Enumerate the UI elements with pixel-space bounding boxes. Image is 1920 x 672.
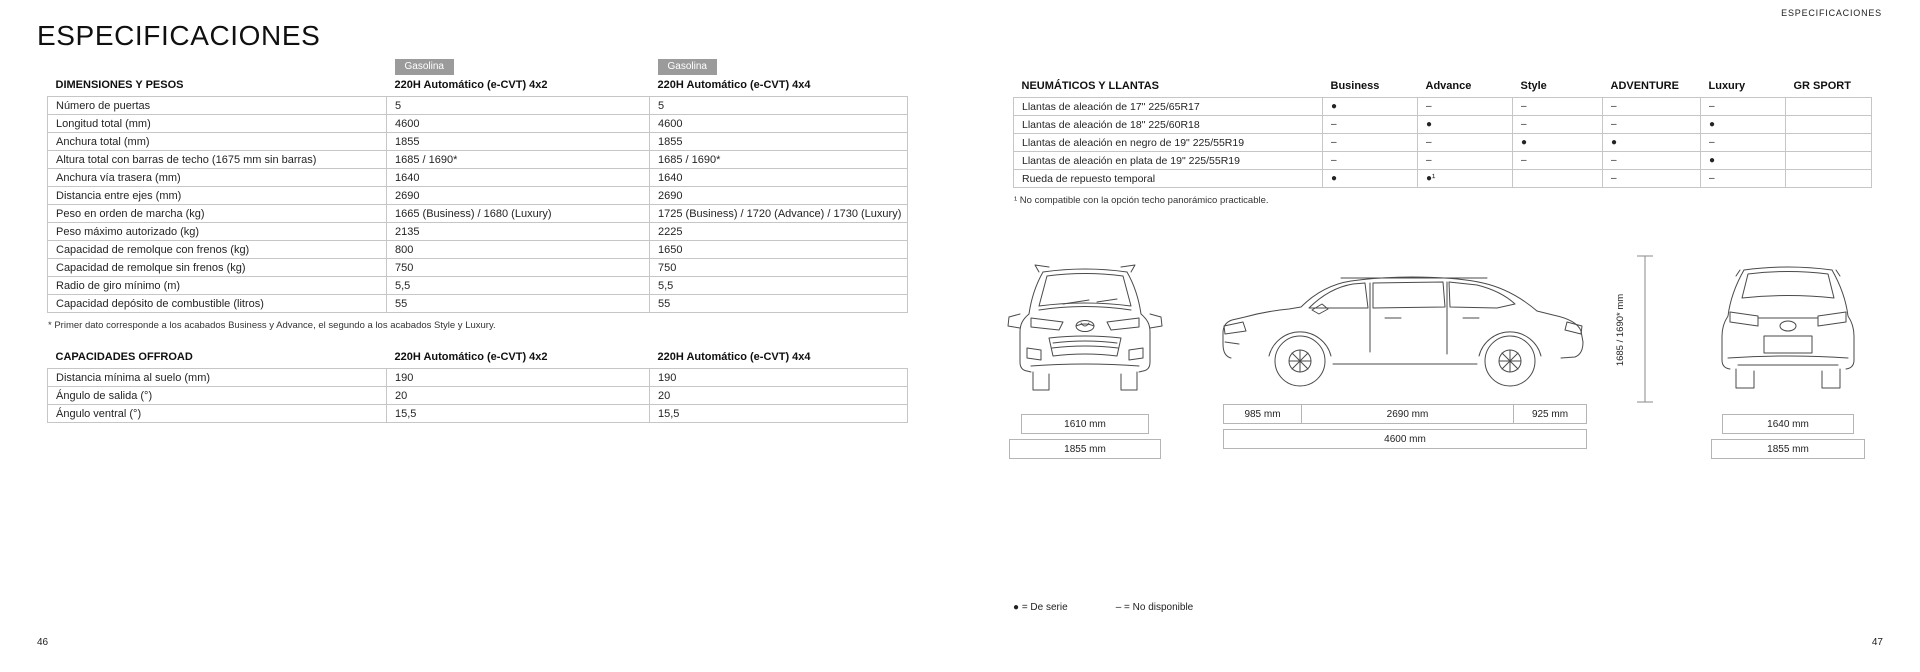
spec-value: 1725 (Business) / 1720 (Advance) / 1730 (Luxury) bbox=[650, 205, 908, 223]
dimension-label-front-width: 1855 mm bbox=[1009, 439, 1161, 459]
spec-value: 1640 bbox=[387, 169, 650, 187]
page-number-right: 47 bbox=[1871, 637, 1883, 648]
spec-row bbox=[48, 387, 908, 405]
spec-row bbox=[1014, 170, 1872, 188]
spec-label: Llantas de aleación de 17" 225/65R17 bbox=[1014, 98, 1323, 116]
spec-value: 4600 bbox=[650, 115, 908, 133]
spec-row bbox=[48, 241, 908, 259]
front-view-group bbox=[1005, 252, 1165, 459]
dimension-label-height: 1685 / 1690* mm bbox=[1615, 293, 1626, 367]
fuel-type-badge: Gasolina bbox=[658, 59, 717, 75]
spec-value: 5,5 bbox=[650, 277, 908, 295]
running-header: ESPECIFICACIONES bbox=[1781, 8, 1882, 18]
trim-header: Business bbox=[1330, 80, 1380, 92]
dimension-label-rear-width: 1855 mm bbox=[1711, 439, 1865, 459]
spec-value: 1685 / 1690* bbox=[650, 151, 908, 169]
availability-mark: ● bbox=[1513, 134, 1603, 152]
trim-header: Luxury bbox=[1708, 80, 1746, 92]
dimension-label-front-track: 1610 mm bbox=[1021, 414, 1149, 434]
spec-value: 55 bbox=[650, 295, 908, 313]
tires-section bbox=[1013, 76, 1871, 206]
dimensions-section bbox=[47, 58, 907, 423]
spec-value: 5,5 bbox=[387, 277, 650, 295]
spec-row bbox=[48, 115, 908, 133]
spec-label: Distancia entre ejes (mm) bbox=[48, 187, 387, 205]
availability-mark bbox=[1786, 134, 1872, 152]
spec-label: Longitud total (mm) bbox=[48, 115, 387, 133]
spec-row bbox=[48, 133, 908, 151]
spec-label: Distancia mínima al suelo (mm) bbox=[48, 369, 387, 387]
spec-label: Capacidad depósito de combustible (litros) bbox=[48, 295, 387, 313]
availability-mark bbox=[1786, 152, 1872, 170]
dimension-label-front-overhang: 985 mm bbox=[1223, 404, 1302, 424]
dimensions-table bbox=[47, 58, 908, 313]
availability-mark: – bbox=[1323, 152, 1418, 170]
availability-legend bbox=[1013, 602, 1193, 613]
trim-header: Advance bbox=[1425, 80, 1472, 92]
side-dimension-row bbox=[1223, 404, 1587, 424]
spec-value: 4600 bbox=[387, 115, 650, 133]
section-title: NEUMÁTICOS Y LLANTAS bbox=[1021, 80, 1160, 92]
availability-mark: – bbox=[1603, 116, 1701, 134]
spec-value: 1640 bbox=[650, 169, 908, 187]
height-dimension-line bbox=[1607, 252, 1655, 412]
availability-mark: ● bbox=[1418, 116, 1513, 134]
dimensions-header-row bbox=[48, 75, 908, 97]
trim-header: Style bbox=[1520, 80, 1547, 92]
spec-row bbox=[48, 205, 908, 223]
offroad-table bbox=[47, 347, 908, 423]
spec-row bbox=[48, 169, 908, 187]
availability-mark: – bbox=[1603, 170, 1701, 188]
spec-row bbox=[48, 97, 908, 115]
spec-label: Altura total con barras de techo (1675 mm sin barras) bbox=[48, 151, 387, 169]
section-title: CAPACIDADES OFFROAD bbox=[55, 351, 193, 363]
rear-view-group bbox=[1707, 252, 1869, 459]
spec-value: 190 bbox=[650, 369, 908, 387]
spec-label: Capacidad de remolque sin frenos (kg) bbox=[48, 259, 387, 277]
availability-mark: – bbox=[1603, 98, 1701, 116]
spec-row bbox=[48, 369, 908, 387]
tires-table bbox=[1013, 76, 1872, 188]
availability-mark: ●¹ bbox=[1418, 170, 1513, 188]
column-header-4x2: 220H Automático (e-CVT) 4x2 bbox=[394, 351, 548, 363]
rear-view-diagram bbox=[1708, 254, 1868, 404]
fuel-badge-row bbox=[48, 58, 908, 75]
page-number-left: 46 bbox=[37, 637, 49, 648]
spec-row bbox=[48, 295, 908, 313]
spec-label: Anchura vía trasera (mm) bbox=[48, 169, 387, 187]
trim-header: ADVENTURE bbox=[1610, 80, 1679, 92]
spec-row bbox=[48, 223, 908, 241]
spec-value: 750 bbox=[650, 259, 908, 277]
availability-mark bbox=[1513, 170, 1603, 188]
spec-row bbox=[48, 405, 908, 423]
column-header-4x4: 220H Automático (e-CVT) 4x4 bbox=[657, 351, 811, 363]
spec-label: Peso en orden de marcha (kg) bbox=[48, 205, 387, 223]
availability-mark: – bbox=[1323, 134, 1418, 152]
availability-mark: – bbox=[1603, 152, 1701, 170]
spec-value: 2690 bbox=[650, 187, 908, 205]
spec-label: Anchura total (mm) bbox=[48, 133, 387, 151]
availability-mark: – bbox=[1513, 116, 1603, 134]
spec-value: 2135 bbox=[387, 223, 650, 241]
availability-mark: ● bbox=[1323, 98, 1418, 116]
spec-value: 750 bbox=[387, 259, 650, 277]
spec-value: 1665 (Business) / 1680 (Luxury) bbox=[387, 205, 650, 223]
spec-row bbox=[48, 259, 908, 277]
availability-mark: – bbox=[1418, 134, 1513, 152]
spec-value: 20 bbox=[650, 387, 908, 405]
spec-label: Número de puertas bbox=[48, 97, 387, 115]
spec-row bbox=[1014, 98, 1872, 116]
dimension-label-rear-overhang: 925 mm bbox=[1514, 404, 1587, 424]
tires-header-row bbox=[1014, 76, 1872, 98]
spec-value: 2690 bbox=[387, 187, 650, 205]
dimensions-footnote: * Primer dato corresponde a los acabados Business y Advance, el segundo a los acabados Style y Luxury. bbox=[48, 320, 496, 331]
front-view-diagram bbox=[1005, 254, 1165, 404]
availability-mark: – bbox=[1701, 170, 1786, 188]
availability-mark: ● bbox=[1701, 152, 1786, 170]
spec-label: Ángulo ventral (°) bbox=[48, 405, 387, 423]
spec-label: Rueda de repuesto temporal bbox=[1014, 170, 1323, 188]
offroad-header-row bbox=[48, 347, 908, 369]
availability-mark: ● bbox=[1701, 116, 1786, 134]
spec-value: 55 bbox=[387, 295, 650, 313]
legend-not-available: – = No disponible bbox=[1115, 602, 1194, 613]
tires-footnote: ¹ No compatible con la opción techo panorámico practicable. bbox=[1014, 195, 1269, 206]
dimension-label-wheelbase: 2690 mm bbox=[1302, 404, 1514, 424]
spec-value: 5 bbox=[387, 97, 650, 115]
spec-value: 1855 bbox=[387, 133, 650, 151]
column-header-4x4: 220H Automático (e-CVT) 4x4 bbox=[657, 79, 811, 91]
spec-label: Llantas de aleación en negro de 19" 225/55R19 bbox=[1014, 134, 1323, 152]
availability-mark: – bbox=[1418, 98, 1513, 116]
availability-mark: – bbox=[1513, 152, 1603, 170]
spec-row bbox=[1014, 134, 1872, 152]
spec-label: Radio de giro mínimo (m) bbox=[48, 277, 387, 295]
spec-value: 5 bbox=[650, 97, 908, 115]
legend-standard: ● = De serie bbox=[1013, 602, 1068, 613]
availability-mark: – bbox=[1701, 98, 1786, 116]
fuel-type-badge: Gasolina bbox=[395, 59, 454, 75]
spec-value: 1855 bbox=[650, 133, 908, 151]
spec-value: 1650 bbox=[650, 241, 908, 259]
spec-row bbox=[1014, 116, 1872, 134]
availability-mark: – bbox=[1323, 116, 1418, 134]
spec-value: 190 bbox=[387, 369, 650, 387]
side-view-diagram bbox=[1215, 254, 1595, 404]
page-title: ESPECIFICACIONES bbox=[37, 20, 321, 51]
spec-value: 800 bbox=[387, 241, 650, 259]
spec-label: Ángulo de salida (°) bbox=[48, 387, 387, 405]
spec-row bbox=[48, 151, 908, 169]
availability-mark bbox=[1786, 116, 1872, 134]
availability-mark bbox=[1786, 170, 1872, 188]
spec-label: Capacidad de remolque con frenos (kg) bbox=[48, 241, 387, 259]
spec-row bbox=[48, 187, 908, 205]
vehicle-diagrams bbox=[1005, 252, 1877, 482]
spec-label: Peso máximo autorizado (kg) bbox=[48, 223, 387, 241]
spec-label: Llantas de aleación en plata de 19" 225/55R19 bbox=[1014, 152, 1323, 170]
availability-mark: – bbox=[1701, 134, 1786, 152]
availability-mark: – bbox=[1418, 152, 1513, 170]
dimension-label-total-length: 4600 mm bbox=[1223, 429, 1587, 449]
spec-value: 20 bbox=[387, 387, 650, 405]
availability-mark: – bbox=[1513, 98, 1603, 116]
side-view-group bbox=[1215, 252, 1595, 449]
spec-value: 1685 / 1690* bbox=[387, 151, 650, 169]
spec-value: 15,5 bbox=[650, 405, 908, 423]
availability-mark: ● bbox=[1603, 134, 1701, 152]
spec-row bbox=[1014, 152, 1872, 170]
spec-row bbox=[48, 277, 908, 295]
dimension-label-rear-track: 1640 mm bbox=[1722, 414, 1854, 434]
spec-label: Llantas de aleación de 18" 225/60R18 bbox=[1014, 116, 1323, 134]
spec-value: 2225 bbox=[650, 223, 908, 241]
section-title: DIMENSIONES Y PESOS bbox=[55, 79, 184, 91]
availability-mark: ● bbox=[1323, 170, 1418, 188]
availability-mark bbox=[1786, 98, 1872, 116]
height-dimension-group bbox=[1607, 252, 1655, 412]
spec-value: 15,5 bbox=[387, 405, 650, 423]
trim-header: GR SPORT bbox=[1793, 80, 1851, 92]
column-header-4x2: 220H Automático (e-CVT) 4x2 bbox=[394, 79, 548, 91]
